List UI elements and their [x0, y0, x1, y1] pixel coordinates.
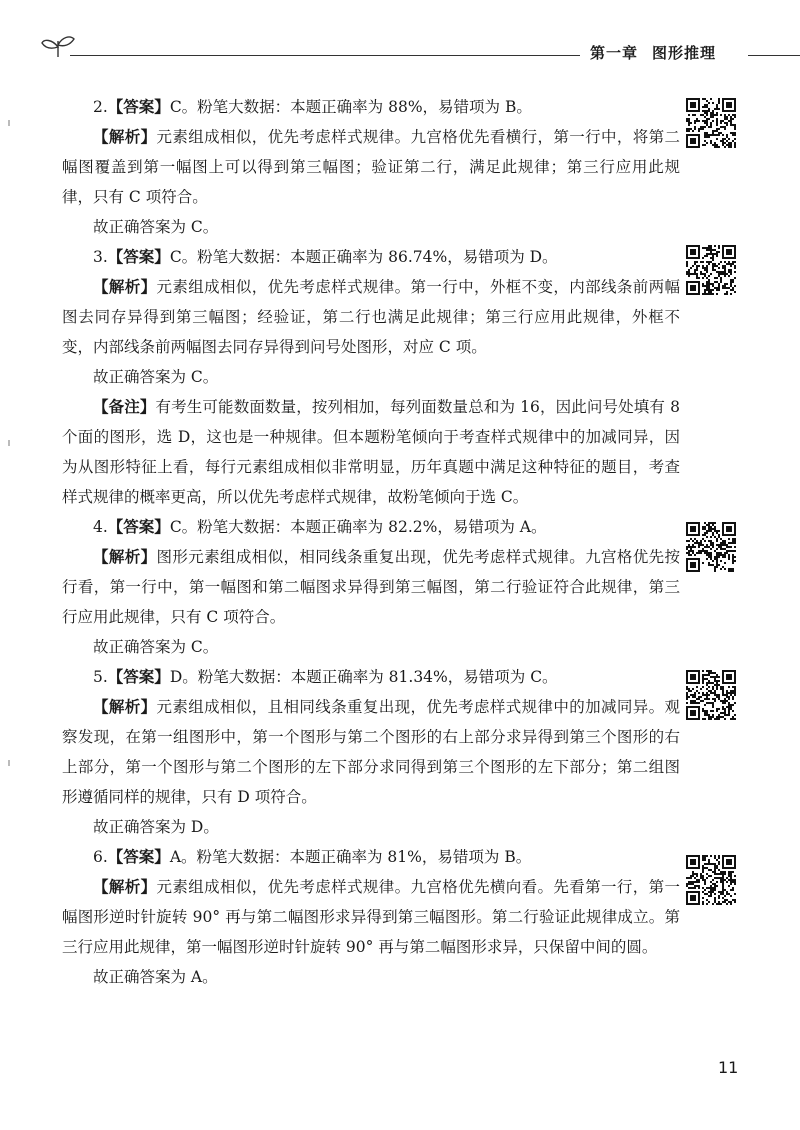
q4-answer-tag: 【答案】: [107, 518, 170, 536]
q3-note: [62, 392, 680, 512]
q5-answer: [62, 662, 680, 692]
q5-explanation-tag: 【解析】: [93, 698, 157, 716]
q4-conclusion: 故正确答案为 C。: [93, 638, 219, 656]
answer-explanations: [62, 92, 680, 992]
q2-number: 2.: [93, 98, 108, 116]
q2-answer-text: C。粉笔大数据：本题正确率为 88%，易错项为 B。: [169, 98, 532, 116]
binding-mark: [8, 760, 10, 766]
q3-explanation-text: 元素组成相似，优先考虑样式规律。第一行中，外框不变，内部线条前两幅图去同存异得到第三幅图；经验证，第二行也满足此规律；第三行应用此规律，外框不变，内部线条前两幅图去同存异得到问号处图形，对应 C 项。: [62, 278, 680, 356]
q3-explanation-tag: 【解析】: [93, 278, 157, 296]
q4-explanation-tag: 【解析】: [93, 548, 157, 566]
q3-answer: [62, 242, 680, 272]
q5-answer-text: D。粉笔大数据：本题正确率为 81.34%，易错项为 C。: [169, 668, 558, 686]
q6-number: 6.: [93, 848, 108, 866]
leaf-logo-icon: [38, 33, 78, 61]
q3-explanation: [62, 272, 680, 362]
header-rule-left: [70, 55, 580, 56]
q3-conclusion: 故正确答案为 C。: [93, 368, 219, 386]
binding-mark: [8, 120, 10, 126]
q3-answer-tag: 【答案】: [107, 248, 170, 266]
qr-code-icon[interactable]: [686, 98, 736, 148]
q5-explanation: [62, 692, 680, 812]
chapter-label: 第一章: [590, 44, 639, 62]
qr-code-icon[interactable]: [686, 522, 736, 572]
running-header: [590, 42, 716, 63]
q6-answer: [62, 842, 680, 872]
page-number: 11: [718, 1058, 739, 1077]
q6-explanation-text: 元素组成相似，优先考虑样式规律。九宫格优先横向看。先看第一行，第一幅图形逆时针旋转 90° 再与第二幅图形求异得到第三幅图形。第二行验证此规律成立。第三行应用此规律，第一幅图形逆时针旋转 90° 再与第二幅图形求异，只保留中间的圆。: [62, 878, 680, 956]
q6-answer-text: A。粉笔大数据：本题正确率为 81%，易错项为 B。: [169, 848, 532, 866]
q2-answer-tag: 【答案】: [107, 98, 170, 116]
q5-conclusion: 故正确答案为 D。: [93, 818, 219, 836]
q2-conclusion: 故正确答案为 C。: [93, 218, 219, 236]
binding-mark: [8, 440, 10, 446]
qr-code-icon[interactable]: [686, 245, 736, 295]
q5-explanation-text: 元素组成相似，且相同线条重复出现，优先考虑样式规律中的加减同异。观察发现，在第一组图形中，第一个图形与第二个图形的右上部分求异得到第三个图形的右上部分，第一个图形与第二个图形的左下部分求同得到第三个图形的左下部分；第二组图形遵循同样的规律，只有 D 项符合。: [62, 698, 680, 806]
q4-number: 4.: [93, 518, 108, 536]
q3-number: 3.: [93, 248, 108, 266]
q2-explanation-text: 元素组成相似，优先考虑样式规律。九宫格优先看横行，第一行中，将第二幅图覆盖到第一幅图上可以得到第三幅图；验证第二行，满足此规律；第三行应用此规律，只有 C 项符合。: [62, 128, 680, 206]
q5-number: 5.: [93, 668, 108, 686]
q2-explanation: [62, 122, 680, 212]
q3-note-text: 有考生可能数面数量，按列相加，每列面数量总和为 16，因此问号处填有 8 个面的图形，选 D，这也是一种规律。但本题粉笔倾向于考查样式规律中的加减同异，因为从图形特征上看，每行元素组成相似非常明显，历年真题中满足这种特征的题目，考查样式规律的概率更高，所以优先考虑样式规律，故粉笔倾向于选 C。: [62, 398, 680, 506]
q5-answer-tag: 【答案】: [107, 668, 170, 686]
q3-note-tag: 【备注】: [93, 398, 156, 416]
q4-explanation: [62, 542, 680, 632]
q4-answer: [62, 512, 680, 542]
q4-answer-text: C。粉笔大数据：本题正确率为 82.2%，易错项为 A。: [169, 518, 547, 536]
q6-conclusion: 故正确答案为 A。: [93, 968, 218, 986]
q6-explanation-tag: 【解析】: [93, 878, 157, 896]
qr-code-icon[interactable]: [686, 855, 736, 905]
q6-explanation: [62, 872, 680, 962]
chapter-title: 图形推理: [652, 44, 717, 62]
q4-explanation-text: 图形元素组成相似，相同线条重复出现，优先考虑样式规律。九宫格优先按行看，第一行中，第一幅图和第二幅图求异得到第三幅图，第二行验证符合此规律，第三行应用此规律，只有 C 项符合。: [62, 548, 680, 626]
qr-code-icon[interactable]: [686, 670, 736, 720]
q3-answer-text: C。粉笔大数据：本题正确率为 86.74%，易错项为 D。: [169, 248, 558, 266]
q2-explanation-tag: 【解析】: [93, 128, 157, 146]
q6-answer-tag: 【答案】: [107, 848, 170, 866]
header-rule-right: [748, 55, 800, 56]
q2-answer: [62, 92, 680, 122]
